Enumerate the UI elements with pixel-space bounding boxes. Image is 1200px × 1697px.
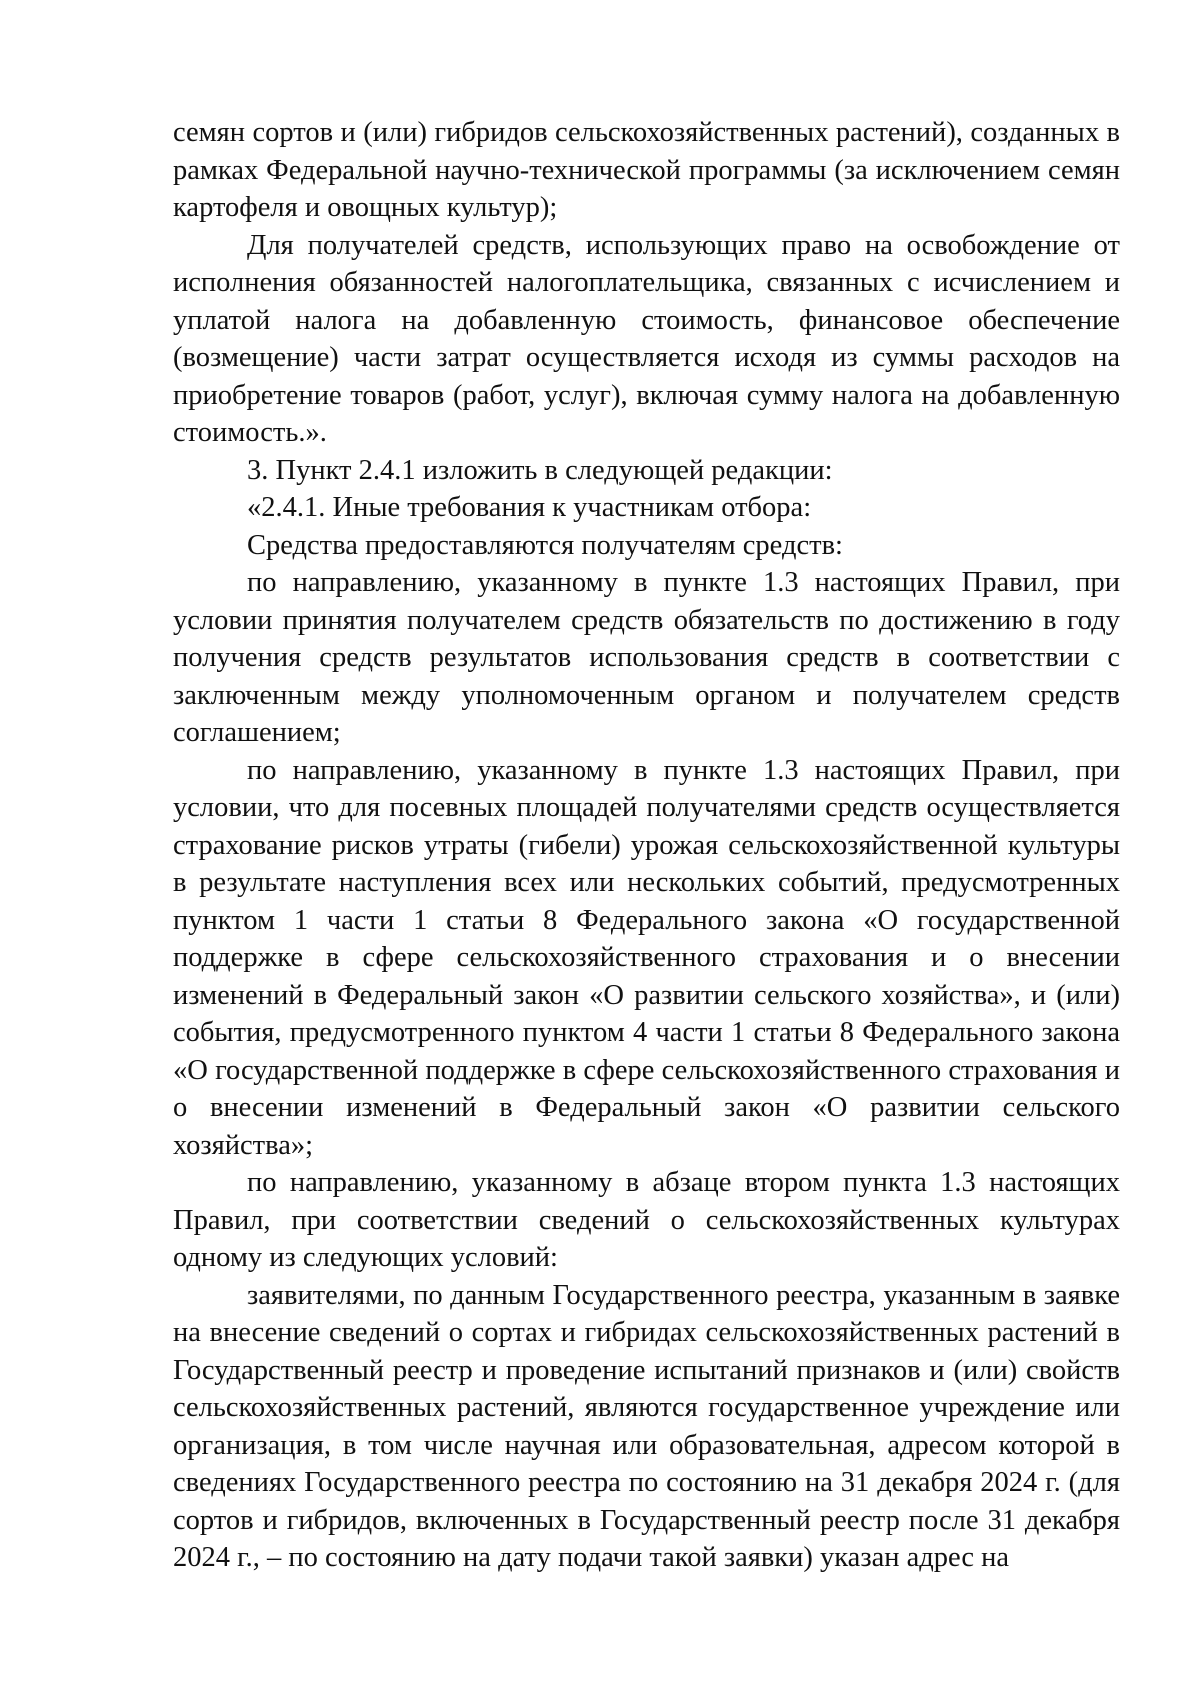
paragraph-funds-provided: Средства предоставляются получателям средств: [247,529,843,561]
paragraph-condition-insurance: по направлению, указанному в пункте 1.3 настоящих Правил, при условии, что для посевных площадей получателями средств осуществляется страхование рисков утраты (гибели) урожая сельскохозяйственной культуры в результате наступления всех или нескольких событий, предусмотренных пунктом 1 части 1 статьи 8 Федерального закона «О государственной поддержке в сфере сельскохозяйственного страхования и о внесении изменений в Федеральный закон «О развитии сельского хозяйства», и (или) события, предусмотренного пунктом 4 части 1 статьи 8 Федерального закона «О государственной поддержке в сфере сельскохозяйственного страхования и о внесении изменений в Федеральный закон «О развитии сельского хозяйства»; [173,754,1120,1161]
document-body [173,114,1120,1577]
paragraph-vat-exemption: Для получателей средств, использующих право на освобождение от исполнения обязанностей налогоплательщика, связанных с исчислением и уплатой налога на добавленную стоимость, финансовое обеспечение (возмещение) части затрат осуществляется исходя из суммы расходов на приобретение товаров (работ, услуг), включая сумму налога на добавленную стоимость.». [173,229,1120,448]
paragraph-2-4-1-heading: «2.4.1. Иные требования к участникам отбора: [247,492,812,523]
paragraph-condition-applicants: заявителями, по данным Государственного реестра, указанным в заявке на внесение сведений о сортах и гибридах сельскохозяйственных растений в Государственный реестр и проведение испытаний признаков и (или) свойств сельскохозяйственных растений, являются государственное учреждение или организация, в том числе научная или образовательная, адресом которой в сведениях Государственного реестра по состоянию на 31 декабря 2024 г. (для сортов и гибридов, включенных в Государственный реестр после 31 декабря 2024 г., – по состоянию на дату подачи такой заявки) указан адрес на [173,1279,1120,1573]
paragraph-amendment-3: 3. Пункт 2.4.1 изложить в следующей редакции: [247,454,833,486]
paragraph-condition-crops: по направлению, указанному в абзаце втором пункта 1.3 настоящих Правил, при соответствии сведений о сельскохозяйственных культурах одному из следующих условий: [173,1167,1120,1273]
paragraph-condition-obligations: по направлению, указанному в пункте 1.3 настоящих Правил, при условии принятия получателем средств обязательств по достижению в году получения средств результатов использования средств в соответствии с заключенным между уполномоченным органом и получателем средств соглашением; [173,567,1120,748]
paragraph-seeds-continuation: семян сортов и (или) гибридов сельскохозяйственных растений), созданных в рамках Федеральной научно-технической программы (за исключением семян картофеля и овощных культур); [173,117,1120,223]
